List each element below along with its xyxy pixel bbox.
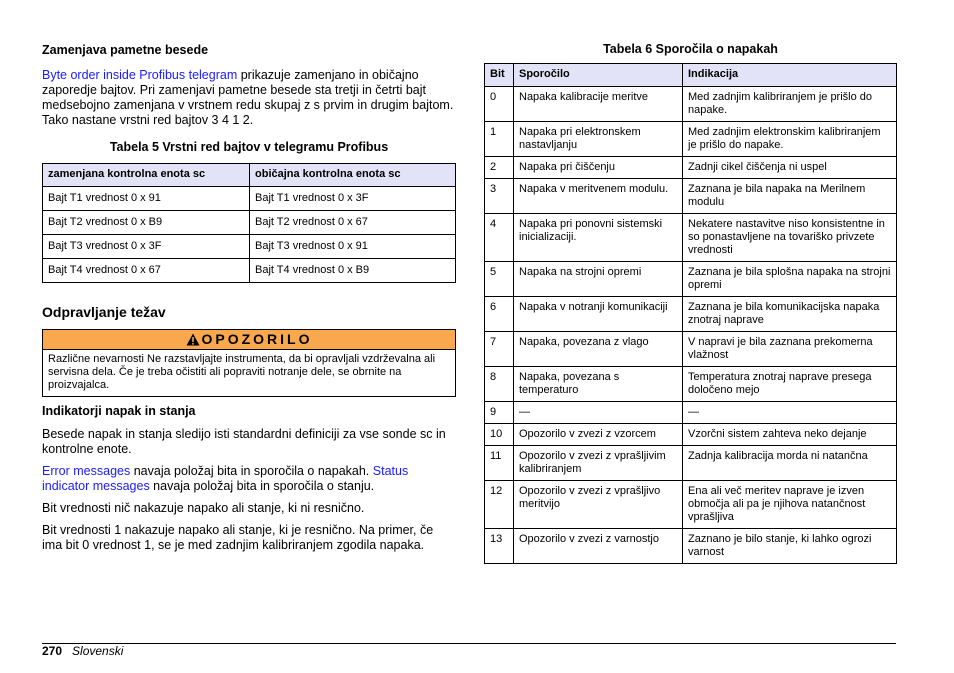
indication-cell: Zaznano je bilo stanje, ki lahko ogrozi varnost (683, 529, 897, 564)
indication-cell: Zaznana je bila napaka na Merilnem modulu (683, 179, 897, 214)
table-header-row (43, 164, 456, 187)
message-cell: Opozorilo v zvezi z vprašljivim kalibriranjem (514, 446, 683, 481)
bit-cell: 5 (485, 262, 514, 297)
paragraph-bit-zero: Bit vrednosti nič nakazuje napako ali stanje, ki ni resnično. (42, 501, 365, 515)
indication-cell: Nekatere nastavitve niso konsistentne in so ponastavljene na tovariško privzete vrednosti (683, 214, 897, 262)
indication-cell: Temperatura znotraj naprave presega določeno mejo (683, 367, 897, 402)
indication-cell: Med zadnjim elektronskim kalibriranjem je prišlo do napake. (683, 122, 897, 157)
message-cell: Napaka na strojni opremi (514, 262, 683, 297)
table-row (485, 297, 897, 332)
indication-cell: Vzorčni sistem zahteva neko dejanje (683, 424, 897, 446)
link-byte-order[interactable]: Byte order inside Profibus telegram (42, 68, 238, 82)
left-column (42, 40, 456, 560)
message-cell: Napaka kalibracije meritve (514, 87, 683, 122)
indication-cell: Zadnja kalibracija morda ni natančna (683, 446, 897, 481)
table-cell: Bajt T2 vrednost 0 x 67 (250, 211, 456, 235)
column-header-indication: Indikacija (683, 64, 897, 87)
byte-order-table (42, 163, 456, 283)
bit-cell: 8 (485, 367, 514, 402)
message-cell: Napaka pri čiščenju (514, 157, 683, 179)
table-row (485, 179, 897, 214)
indication-cell: Ena ali več meritev naprave je izven območja ali pa je njihova natančnost vprašljiva (683, 481, 897, 529)
table-row (485, 262, 897, 297)
bit-cell: 9 (485, 402, 514, 424)
table5-caption: Tabela 5 Vrstni red bajtov v telegramu Profibus (109, 140, 389, 154)
paragraph-bit-one: Bit vrednosti 1 nakazuje napako ali stanje, ki je resnično. Na primer, če ima bit 0 vrednost 1, se je med zadnjim kalibriranjem zgodila napaka. (42, 523, 434, 552)
warning-header (43, 330, 455, 350)
indication-cell: — (683, 402, 897, 424)
paragraph-text: prikazuje zamenjano in običajno zaporedje bajtov. Pri zamenjavi pametne besede sta tretji in četrti bajt medsebojno zamenjana v vrstnem redu skupaj z s prvim in drugim bajtom. Tako nastane vrstni red bajtov 3 4 1 2. (42, 68, 454, 127)
warning-text: Različne nevarnosti Ne razstavljajte instrumenta, da bi opravljali vzdrževalna ali servisna dela. Če je treba očistiti ali popraviti notranje dele, se obrnite na proizvajalca. (48, 353, 436, 391)
warning-box (42, 329, 456, 397)
table-row (485, 481, 897, 529)
indication-cell: V napravi je bila zaznana prekomerna vlažnost (683, 332, 897, 367)
footer-divider (42, 643, 896, 644)
right-column (484, 40, 897, 564)
table-cell: Bajt T4 vrednost 0 x B9 (250, 259, 456, 283)
paragraph-standard-definition: Besede napak in stanja sledijo isti standardni definiciji za vse sonde sc in kontrolne enote. (42, 427, 446, 456)
bit-cell: 11 (485, 446, 514, 481)
link-error-messages[interactable]: Error messages (42, 464, 131, 478)
bit-cell: 0 (485, 87, 514, 122)
table-row (485, 424, 897, 446)
table-row (43, 259, 456, 283)
column-header-message: Sporočilo (514, 64, 683, 87)
table-row (485, 402, 897, 424)
link-status-indicator-messages[interactable]: Status indicator messages (42, 464, 409, 493)
page-footer (42, 644, 123, 658)
error-messages-table (484, 63, 897, 564)
indication-cell: Zadnji cikel čiščenja ni uspel (683, 157, 897, 179)
table-row (485, 214, 897, 262)
section-heading-smart-word-swap: Zamenjava pametne besede (42, 43, 209, 57)
table-cell: Bajt T1 vrednost 0 x 91 (43, 187, 250, 211)
table-row (485, 87, 897, 122)
page-number: 270 (42, 644, 63, 658)
table-row (485, 446, 897, 481)
column-header: zamenjana kontrolna enota sc (43, 164, 250, 187)
message-cell: Napaka v meritvenem modulu. (514, 179, 683, 214)
table-cell: Bajt T3 vrednost 0 x 91 (250, 235, 456, 259)
table-row (43, 187, 456, 211)
warning-title: OPOZORILO (201, 331, 313, 347)
table-row (43, 211, 456, 235)
table-row (485, 529, 897, 564)
bit-cell: 2 (485, 157, 514, 179)
table-cell: Bajt T2 vrednost 0 x B9 (43, 211, 250, 235)
message-cell: Napaka, povezana z vlago (514, 332, 683, 367)
section-heading-indicators: Indikatorji napak in stanja (42, 404, 196, 418)
bit-cell: 6 (485, 297, 514, 332)
message-cell: Opozorilo v zvezi z vzorcem (514, 424, 683, 446)
column-header-bit: Bit (485, 64, 514, 87)
indication-cell: Med zadnjim kalibriranjem je prišlo do napake. (683, 87, 897, 122)
indication-cell: Zaznana je bila komunikacijska napaka znotraj naprave (683, 297, 897, 332)
table-cell: Bajt T3 vrednost 0 x 3F (43, 235, 250, 259)
bit-cell: 10 (485, 424, 514, 446)
table-row (485, 332, 897, 367)
message-cell: Napaka pri ponovni sistemski inicializaciji. (514, 214, 683, 262)
footer-language: Slovenski (72, 644, 124, 658)
bit-cell: 13 (485, 529, 514, 564)
message-cell: Napaka, povezana s temperaturo (514, 367, 683, 402)
message-cell: Napaka v notranji komunikaciji (514, 297, 683, 332)
paragraph-message-links (42, 464, 456, 494)
table-header-row (485, 64, 897, 87)
warning-triangle-icon (186, 332, 200, 351)
table-cell: Bajt T1 vrednost 0 x 3F (250, 187, 456, 211)
bit-cell: 3 (485, 179, 514, 214)
table-row (485, 157, 897, 179)
table-row (485, 122, 897, 157)
bit-cell: 1 (485, 122, 514, 157)
paragraph-text: navaja položaj bita in sporočila o stanju. (149, 479, 375, 493)
column-header: običajna kontrolna enota sc (250, 164, 456, 187)
table-cell: Bajt T4 vrednost 0 x 67 (43, 259, 250, 283)
message-cell: — (514, 402, 683, 424)
paragraph-text: navaja položaj bita in sporočila o napakah. (130, 464, 373, 478)
table-row (485, 367, 897, 402)
message-cell: Opozorilo v zvezi z varnostjo (514, 529, 683, 564)
message-cell: Opozorilo v zvezi z vprašljivo meritvijo (514, 481, 683, 529)
indication-cell: Zaznana je bila splošna napaka na strojni opremi (683, 262, 897, 297)
table-row (43, 235, 456, 259)
section-heading-troubleshooting: Odpravljanje težav (42, 304, 166, 320)
paragraph-byte-order (42, 68, 456, 128)
table6-caption: Tabela 6 Sporočila o napakah (603, 42, 778, 56)
bit-cell: 4 (485, 214, 514, 262)
bit-cell: 12 (485, 481, 514, 529)
message-cell: Napaka pri elektronskem nastavljanju (514, 122, 683, 157)
bit-cell: 7 (485, 332, 514, 367)
